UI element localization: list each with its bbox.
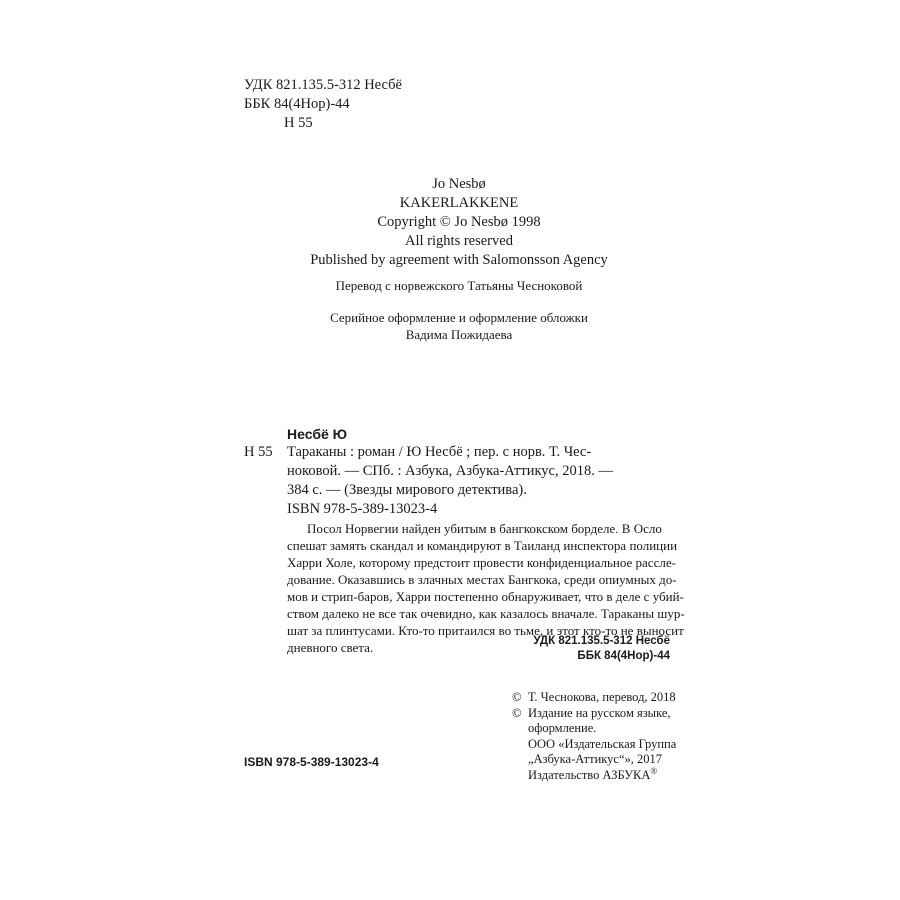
bbk-code: ББК 84(4Нор)-44 [244,96,350,112]
annotation-line: дневного света. [287,640,374,655]
annotation-line: спешат замять скандал и командируют в Таиланд инспектора полиции [287,538,678,553]
copyright-block [512,690,676,783]
annotation-line: ством далеко не все так очевидно, как казалось вначале. Тараканы шур- [287,606,685,621]
publisher-name: Издательство АЗБУКА [528,767,651,782]
copyright-translation: Т. Чеснокова, перевод, 2018 [528,690,676,704]
copyright-publisher-group: ООО «Издательская Группа [528,736,677,751]
isbn-bottom: ISBN 978-5-389-13023-4 [244,755,379,769]
registered-mark: ® [650,765,658,776]
bottom-bbk: ББК 84(4Нор)-44 [577,650,670,662]
agreement-line: Published by agreement with Salomonsson Agency [310,252,608,268]
design-line-2: Вадима Пожидаева [405,327,513,342]
catalog-line: ноковой. — СПб. : Азбука, Азбука-Аттикус, 2018. — [287,463,613,479]
catalog-author: Несбё Ю [287,426,348,442]
catalog-isbn: ISBN 978-5-389-13023-4 [287,501,438,517]
copyright-symbol: © [512,705,522,720]
translator-line: Перевод с норвежского Татьяны Чесноковой [335,278,583,293]
copyright-publisher-name: „Азбука-Аттикус“», 2017 [528,752,663,766]
copyright-design: оформление. [528,721,597,735]
annotation-line: мов и стрип-баров, Харри постепенно обнаруживает, что в деле с убий- [287,589,684,604]
catalog-entry [287,443,670,519]
annotation-line: Харри Холе, которому предстоит провести конфиденциальное рассле- [287,555,676,570]
bottom-classification [500,634,670,664]
author-mark: Н 55 [284,115,313,131]
copyright-publishing-house [528,765,658,784]
translation-credit [244,277,674,294]
annotation-line: Посол Норвегии найден убитым в бангкокском борделе. В Осло [307,521,662,536]
design-line-1: Серийное оформление и оформление обложки [330,310,588,325]
catalog-code: Н 55 [244,444,273,460]
copyright-symbol: © [512,690,522,704]
copyright-line: Copyright © Jo Nesbø 1998 [377,214,541,230]
original-credits [244,175,674,270]
copyright-edition: Издание на русском языке, [528,705,671,720]
udk-code: УДК 821.135.5-312 Несбё [244,77,402,93]
classification-block [244,76,402,133]
original-author: Jo Nesbø [432,176,486,192]
catalog-line: Тараканы : роман / Ю Несбё ; пер. с норв. Т. Чес- [287,444,592,460]
bottom-udk: УДК 821.135.5-312 Несбё [533,635,670,647]
rights-line: All rights reserved [405,233,513,249]
catalog-line: 384 с. — (Звезды мирового детектива). [287,482,527,498]
design-credit [244,309,674,343]
annotation-line: шат за плинтусами. Кто-то притаился во тьме, и этот кто-то не выносит [287,623,684,638]
annotation-line: дование. Оказавшись в злачных местах Бангкока, среди опиумных до- [287,572,677,587]
original-title: KAKERLAKKENE [399,195,519,211]
